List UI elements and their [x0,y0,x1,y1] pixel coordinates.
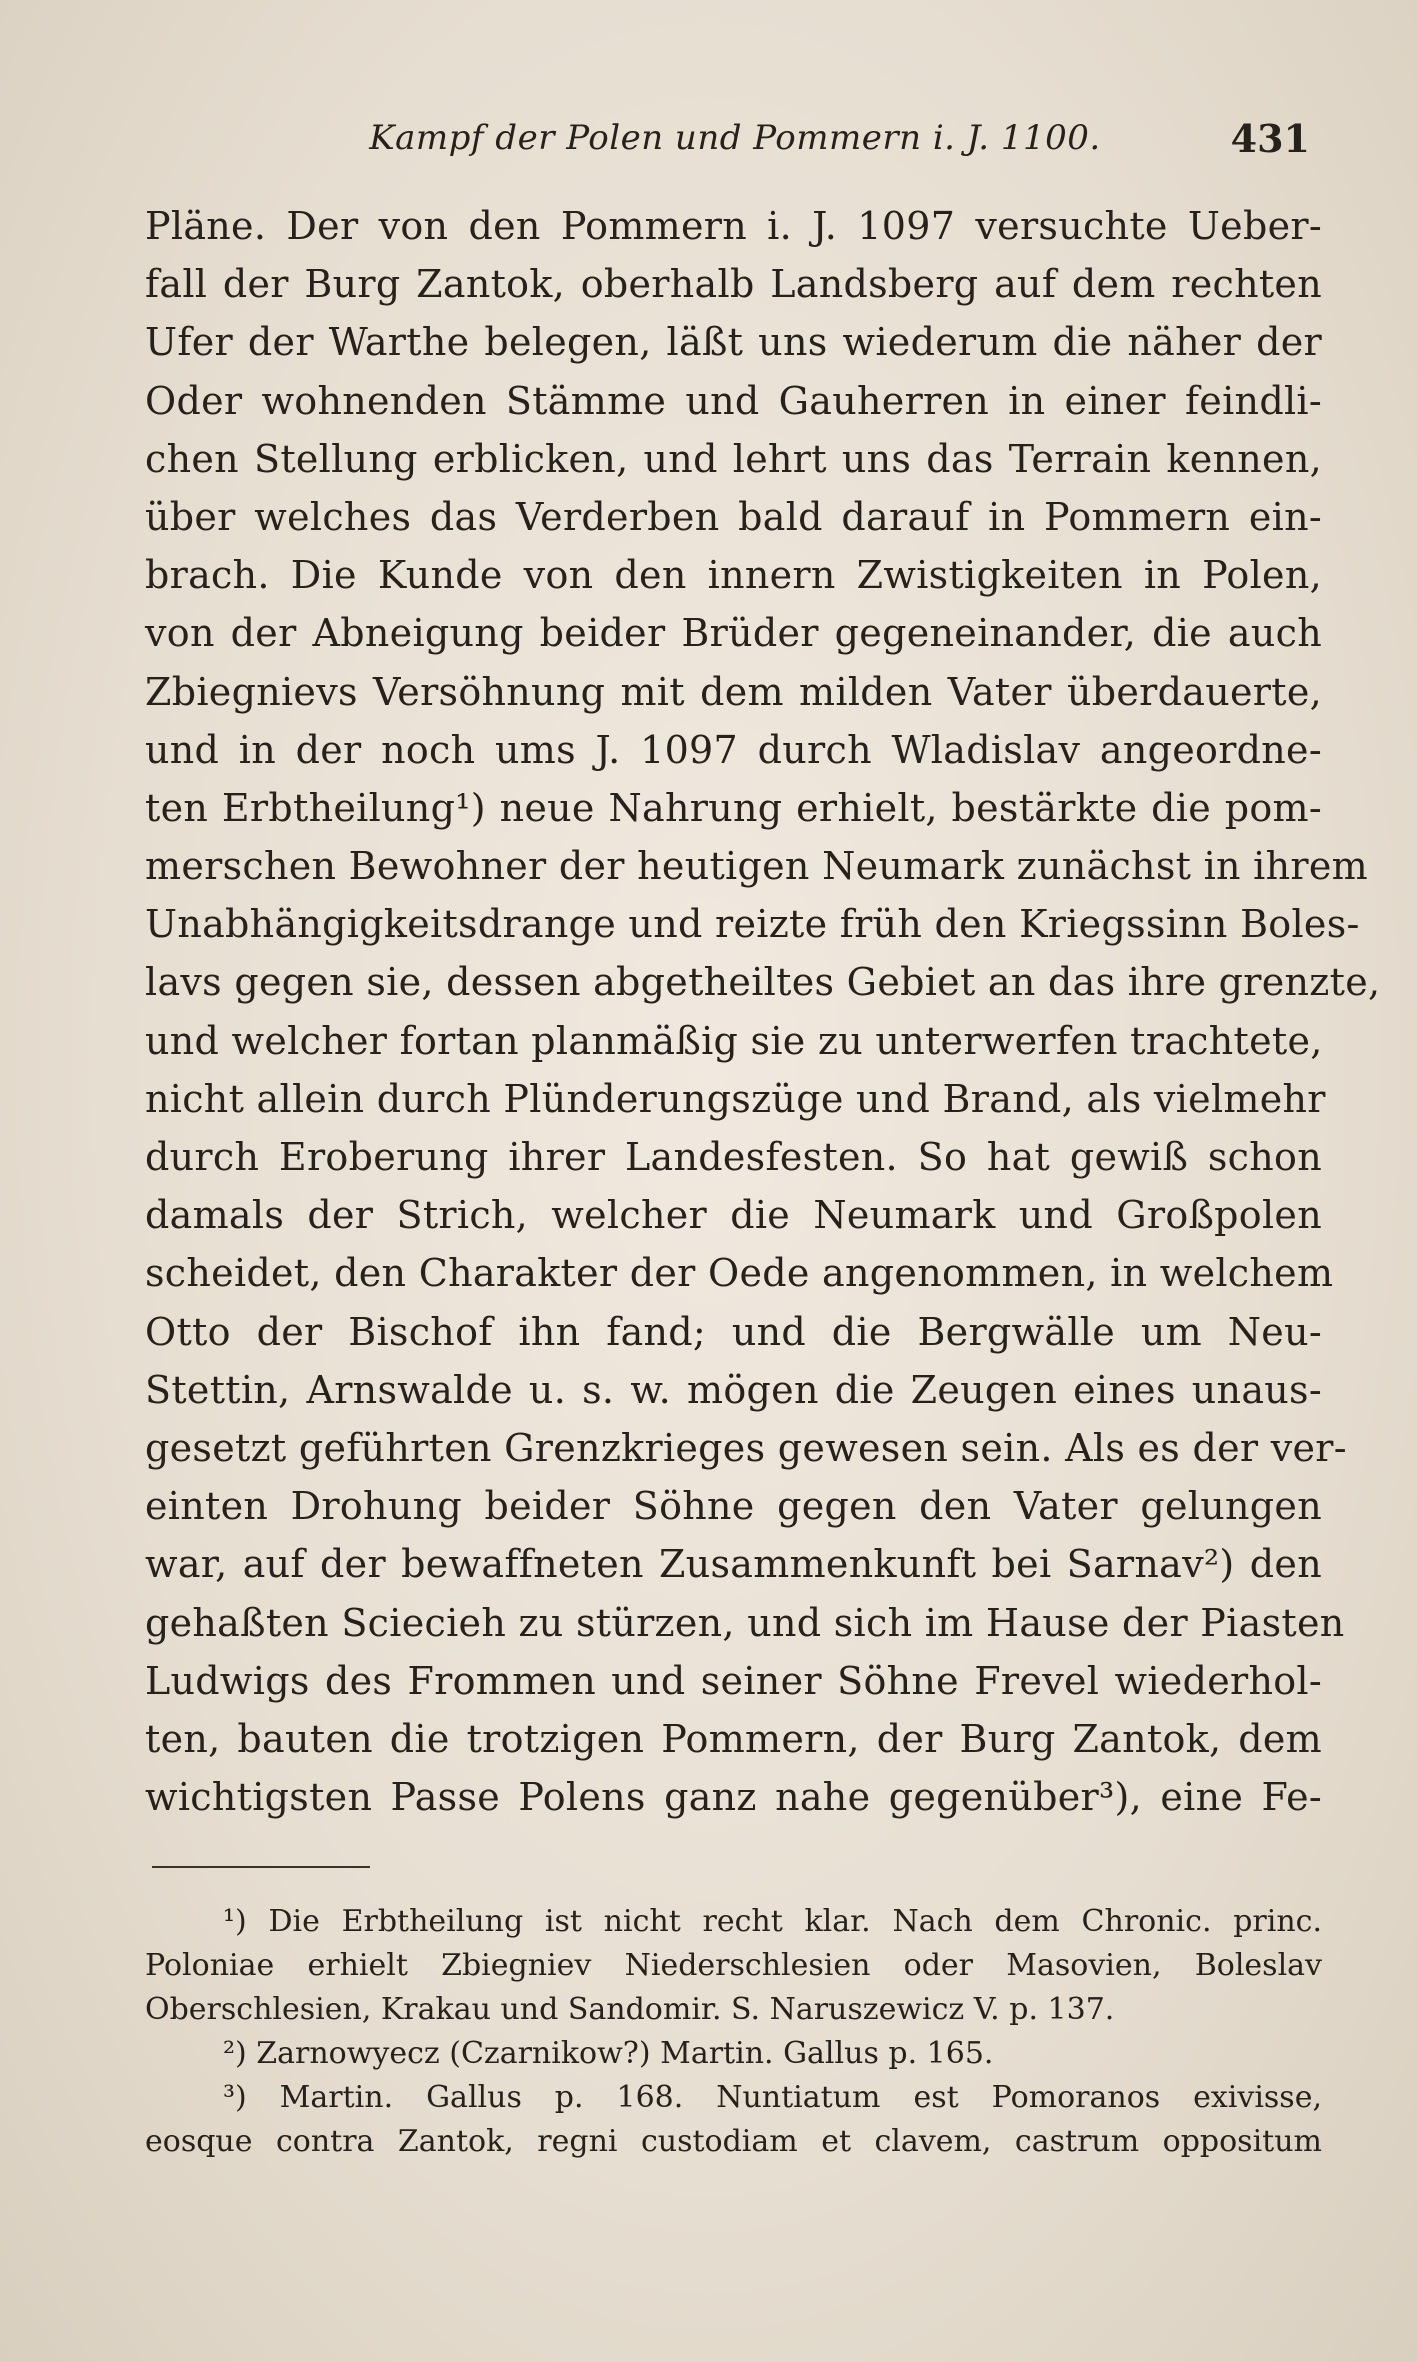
footnote-line: ³) Martin. Gallus p. 168. Nuntiatum est Pomoranos exivisse, [223,2080,1322,2115]
footnotes [145,1900,1322,2164]
text-line: ten Erbtheilung¹) neue Nahrung erhielt, bestärkte die pom- [145,785,1322,830]
text-line: damals der Strich, welcher die Neumark und Großpolen [145,1193,1322,1238]
footnote-line: ²) Zarnowyecz (Czarnikow?) Martin. Gallus p. 165. [223,2036,994,2071]
text-line: fall der Burg Zantok, oberhalb Landsberg auf dem rechten [145,262,1322,307]
text-line: chen Stellung erblicken, und lehrt uns das Terrain kennen, [145,436,1322,481]
text-line: einten Drohung beider Söhne gegen den Vater gelungen [145,1484,1322,1529]
text-line: Zbiegnievs Versöhnung mit dem milden Vater überdauerte, [145,669,1322,714]
text-line: lavs gegen sie, dessen abgetheiltes Gebiet an das ihre grenzte, [145,960,1381,1005]
text-line: gesetzt geführten Grenzkrieges gewesen sein. Als es der ver- [145,1425,1347,1470]
running-head [150,118,1320,178]
text-line: gehaßten Sciecieh zu stürzen, und sich im Hause der Piasten [145,1600,1345,1645]
text-line: Ufer der Warthe belegen, läßt uns wiederum die näher der [145,320,1322,365]
text-line: und welcher fortan planmäßig sie zu unterwerfen trachtete, [145,1018,1323,1063]
text-line: über welches das Verderben bald darauf in Pommern ein- [145,494,1322,539]
footnote-line: Oberschlesien, Krakau und Sandomir. S. Naruszewicz V. p. 137. [145,1992,1115,2027]
text-line: nicht allein durch Plünderungszüge und Brand, als vielmehr [145,1076,1326,1121]
running-title: Kampf der Polen und Pommern i. J. 1100. [369,118,1101,158]
text-line: und in der noch ums J. 1097 durch Wladislav angeordne- [145,727,1322,772]
text-line: Oder wohnenden Stämme und Gauherren in einer feindli- [145,378,1322,423]
body-text [145,197,1381,1826]
text-line: war, auf der bewaffneten Zusammenkunft bei Sarnav²) den [145,1542,1322,1587]
footnote-line: eosque contra Zantok, regni custodiam et clavem, castrum oppositum [145,2124,1322,2159]
text-line: Stettin, Arnswalde u. s. w. mögen die Zeugen eines unaus- [145,1367,1322,1412]
footnote-line: Poloniae erhielt Zbiegniev Niederschlesien oder Masovien, Boleslav [145,1948,1322,1983]
text-line: von der Abneigung beider Brüder gegeneinander, die auch [145,611,1322,656]
page-number: 431 [1230,116,1310,161]
text-line: Pläne. Der von den Pommern i. J. 1097 versuchte Ueber- [145,204,1322,248]
text-line: ten, bauten die trotzigen Pommern, der Burg Zantok, dem [145,1716,1322,1761]
text-line: brach. Die Kunde von den innern Zwistigkeiten in Polen, [145,553,1322,598]
footnote-line: ¹) Die Erbtheilung ist nicht recht klar. Nach dem Chronic. princ. [223,1904,1322,1939]
text-line: Otto der Bischof ihn fand; und die Bergwälle um Neu- [145,1309,1322,1354]
footnote-divider [152,1866,370,1868]
text-line: wichtigsten Passe Polens ganz nahe gegenüber³), eine Fe- [145,1775,1322,1820]
text-line: Unabhängigkeitsdrange und reizte früh den Kriegssinn Boles- [145,902,1360,947]
text-line: merschen Bewohner der heutigen Neumark zunächst in ihrem [145,844,1368,889]
text-line: Ludwigs des Frommen und seiner Söhne Frevel wiederhol- [145,1658,1322,1703]
text-line: durch Eroberung ihrer Landesfesten. So hat gewiß schon [145,1135,1322,1179]
text-line: scheidet, den Charakter der Oede angenommen, in welchem [145,1251,1334,1296]
